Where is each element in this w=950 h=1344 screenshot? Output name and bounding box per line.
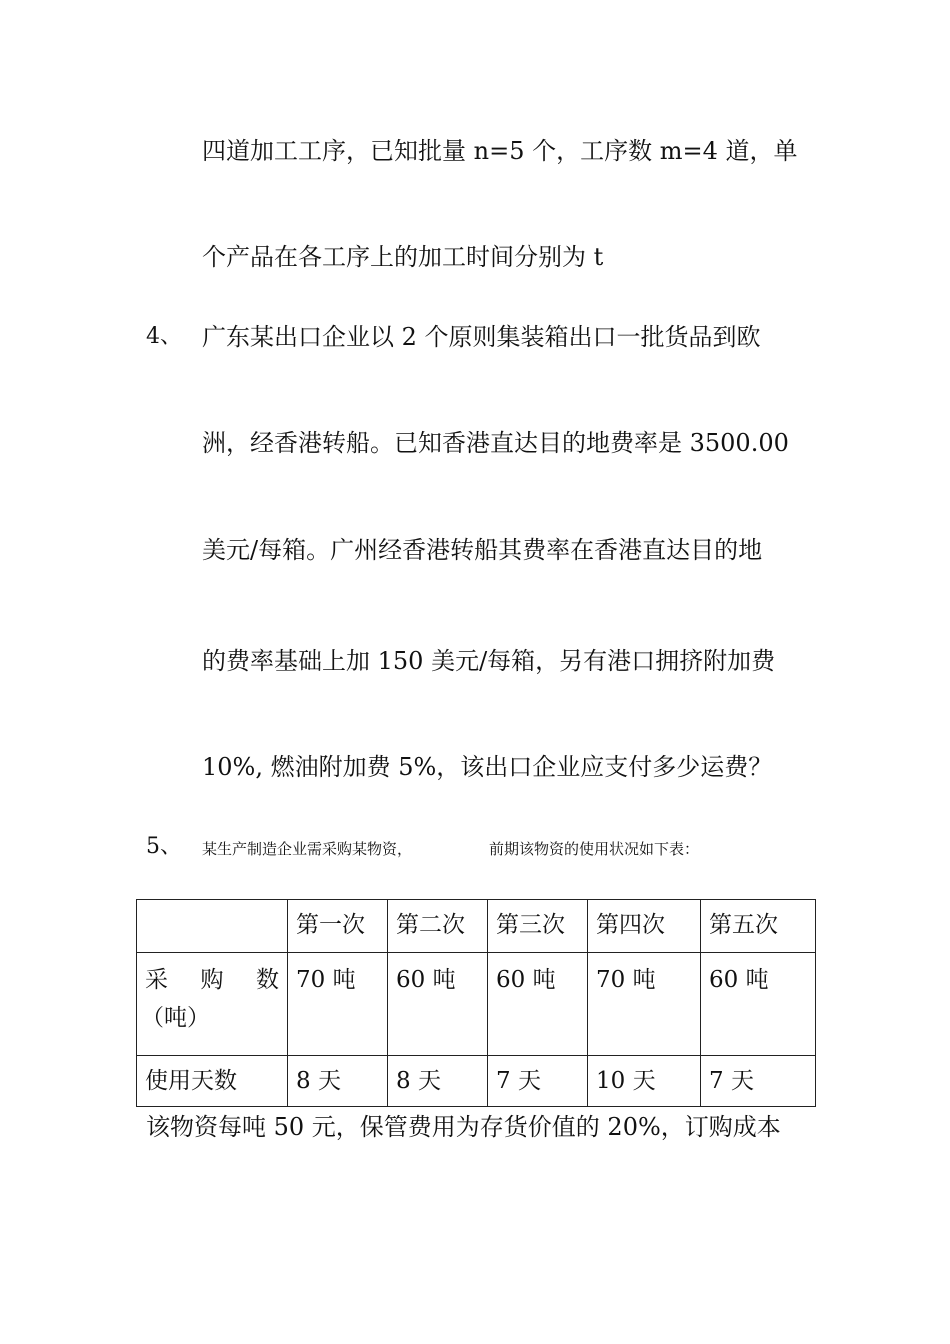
text-line-4: 洲，经香港转船。已知香港直达目的地费率是 3500.00 [202,429,789,457]
table-cell: 60 吨 [388,953,488,1056]
purchase-label-unit: （吨） [141,1005,210,1031]
table-cell: 8 天 [388,1056,488,1107]
question-4-number: 4、 [146,324,182,349]
text-line-3: 广东某出口企业以 2 个原则集装箱出口一批货品到欧 [202,323,761,351]
table-header-row [137,900,816,953]
table-row-days [137,1056,816,1107]
table-cell: 60 吨 [488,953,588,1056]
days-label-cell: 使用天数 [137,1056,288,1107]
question-5-text-a: 某生产制造企业需采购某物资， [202,840,413,858]
table-header-cell: 第四次 [588,900,701,953]
purchase-label-char: 数 [256,967,279,993]
text-line-6: 的费率基础上加 150 美元/每箱，另有港口拥挤附加费 [202,647,776,675]
question-5-text-b: 前期该物资的使用状况如下表： [489,840,700,858]
purchase-label-cell [137,953,288,1056]
table-header-cell [137,900,288,953]
purchase-label-char: 采 [145,967,168,993]
table-cell: 70 吨 [288,953,388,1056]
table-cell: 8 天 [288,1056,388,1107]
table-cell: 10 天 [588,1056,701,1107]
text-line-7: 10%, 燃油附加费 5%，该出口企业应支付多少运费？ [202,753,773,781]
table-cell: 70 吨 [588,953,701,1056]
table-cell: 7 天 [701,1056,816,1107]
question-5-number: 5、 [146,834,182,859]
table-header-cell: 第一次 [288,900,388,953]
purchase-table [136,899,816,1107]
text-line-1: 四道加工工序，已知批量 n=5 个，工序数 m=4 道，单 [202,137,798,165]
table-cell: 60 吨 [701,953,816,1056]
purchase-label [145,961,279,999]
table-header-cell: 第五次 [701,900,816,953]
table-header-cell: 第三次 [488,900,588,953]
table-header-cell: 第二次 [388,900,488,953]
text-line-5: 美元/每箱。广州经香港转船其费率在香港直达目的地 [202,536,763,564]
table-row-purchase [137,953,816,1056]
text-line-last: 该物资每吨 50 元，保管费用为存货价值的 20%，订购成本 [146,1113,781,1141]
text-line-2: 个产品在各工序上的加工时间分别为 t [202,243,604,271]
table-cell: 7 天 [488,1056,588,1107]
purchase-label-char: 购 [200,967,224,993]
